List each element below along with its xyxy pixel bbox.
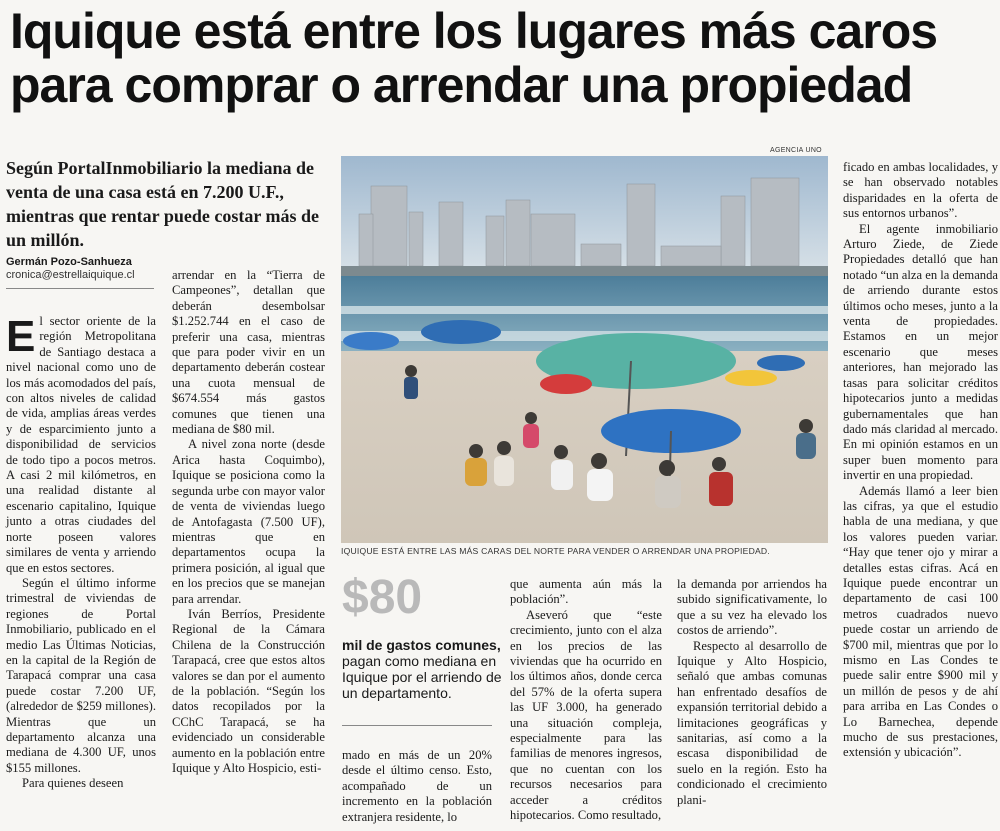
paragraph: A nivel zona norte (desde Arica hasta Coquimbo), Iquique se posiciona como la segunda urbe con mayor valor de venta de viviendas luego de Antofagasta (7.500 UF), mientras que en departamentos ocupa la primera posición, al igual que en los precios que se manejan para arrendar. — [172, 437, 325, 606]
paragraph: Iván Berríos, Presidente Regional de la Cámara Chilena de la Construcción Tarapacá, cree que estos altos valores se dan por el aumento de la población. “Según los datos recopilados por la CChC Tarapacá, se ha evidenciado un considerable aumento en la población entre Iquique y Alto Hospicio, esti- — [172, 606, 325, 775]
photo-caption: IQUIQUE ESTÁ ENTRE LAS MÁS CARAS DEL NORTE PARA VENDER O ARRENDAR UNA PROPIEDAD. — [341, 546, 770, 556]
photo-credit: AGENCIA UNO — [770, 147, 822, 154]
paragraph: Para quienes deseen — [22, 776, 124, 791]
paragraph: El agente inmobiliario Arturo Ziede, de Ziede Propiedades detalló que han notado “un alza en la demanda de arriendo durante estos últimos ocho meses, junto a la venta de propiedades. Estamos en un mejor escenario que meses anteriores, han mejorado las tasas para solicitar créditos hipotecarios junto a medidas gubernamentales que han dado más claridad al mercado. En mi opinión estamos en un super buen momento para invertir en una propiedad. — [843, 221, 998, 483]
paragraph: Según el último informe trimestral de viviendas de regiones de Portal Inmobiliario, publicado en el medio Las Últimas Noticias, en la capital de la Región de Tarapacá comprar una casa puede costar 7.200 UF, (alrededor de $259 millones). Mientras que un departamento alcanza una mediana de 4.300 UF, unos $155 millones. — [6, 575, 156, 775]
author-email[interactable]: cronica@estrellaiquique.cl — [6, 269, 135, 281]
paragraph: Respecto al desarrollo de Iquique y Alto Hospicio, señaló que ambas comunas han enfrentado desafíos de expansión territorial debido a limitaciones geográficas y sanitarias, así como a la escasa disponibilidad de suelo en la región. Esto ha condicionado el crecimiento plani- — [677, 638, 827, 807]
paragraph: El sector oriente de la región Metropolitana de Santiago destaca a nivel nacional como uno de los más acomodados del país, con altos niveles de calidad de vida, amplias áreas verdes y de esparcimiento junto a disponibilidad de servicios de todo tipo a pocos metros. A casi 2 mil kilómetros, en una realidad distante al escenario capitalino, Iquique junto a otras ciudades del norte poseen valores similares de venta y arriendo que en estos sectores. — [6, 312, 156, 575]
paragraph: Además llamó a leer bien las cifras, ya que el estudio habla de una mediana, y que los valores pueden variar. “Hay que tener ojo y mirar a detalles estas cifras. Acá en Iquique puede encontrar un departamento de casi 100 metros cuadrados nuevo puede costar un arriendo de $700 mil, mientras que por lo mismo en Las Condes te puede salir entre $900 mil y un millón de pesos y de ahí para arriba en Las Condes o Lo Barnechea, depende mucho de sus prestaciones, extensión y ubicación”. — [843, 483, 998, 760]
beach-scene-image — [341, 156, 828, 543]
stat-text — [342, 637, 502, 701]
column-1 — [6, 314, 156, 792]
headline: Iquique está entre los lugares más caros para comprar o arrendar una propiedad — [10, 3, 938, 113]
paragraph: Aseveró que “este crecimiento, junto con el alza en los precios de las viviendas que ha ocurrido en los últimos años, donde cerca del 57% de la oferta supera las UF 3.000, ha generado una situación compleja, especialmente para las familias de menores ingresos, que no cuentan con los recursos necesarios para acceder a créditos hipotecarios. Como resultado, — [510, 607, 662, 823]
paragraph: la demanda por arriendos ha subido significativamente, lo que a su vez ha elevado los costos de arriendo”. — [677, 577, 827, 638]
column-6 — [843, 160, 998, 761]
stat-description: pagan como mediana en Iquique por el arriendo de un departamento. — [342, 653, 502, 701]
stat-divider — [342, 725, 492, 726]
column-3 — [342, 748, 492, 825]
column-2 — [172, 268, 325, 776]
subheadline: Según PortalInmobiliario la mediana de venta de una casa está en 7.200 U.F., mientras que rentar puede costar más de un millón. — [6, 158, 319, 250]
stat-bold-text: mil de gastos comunes, — [342, 637, 501, 653]
column-5 — [677, 577, 827, 808]
stat-value: $80 — [342, 571, 423, 624]
byline-divider — [6, 288, 154, 289]
dropcap: E — [6, 312, 36, 361]
paragraph: ficado en ambas localidades, y se han observado notables disparidades en la oferta de sus entornos urbanos”. — [843, 160, 998, 221]
paragraph: que aumenta aún más la población”. — [510, 577, 662, 607]
paragraph: arrendar en la “Tierra de Campeones”, detallan que deberán desembolsar $1.252.744 en el caso de preferir una casa, mientras que para poder vivir en un departamento deberán costear una cuota mensual de $674.554 más gastos comunes que tienen una mediana de $80 mil. — [172, 268, 325, 437]
beach-photo — [341, 156, 828, 543]
author-name: Germán Pozo-Sanhueza — [6, 256, 132, 268]
paragraph: mado en más de un 20% desde el último censo. Esto, acompañado de un incremento en la población extranjera residente, lo — [342, 748, 492, 824]
column-4 — [510, 577, 662, 824]
